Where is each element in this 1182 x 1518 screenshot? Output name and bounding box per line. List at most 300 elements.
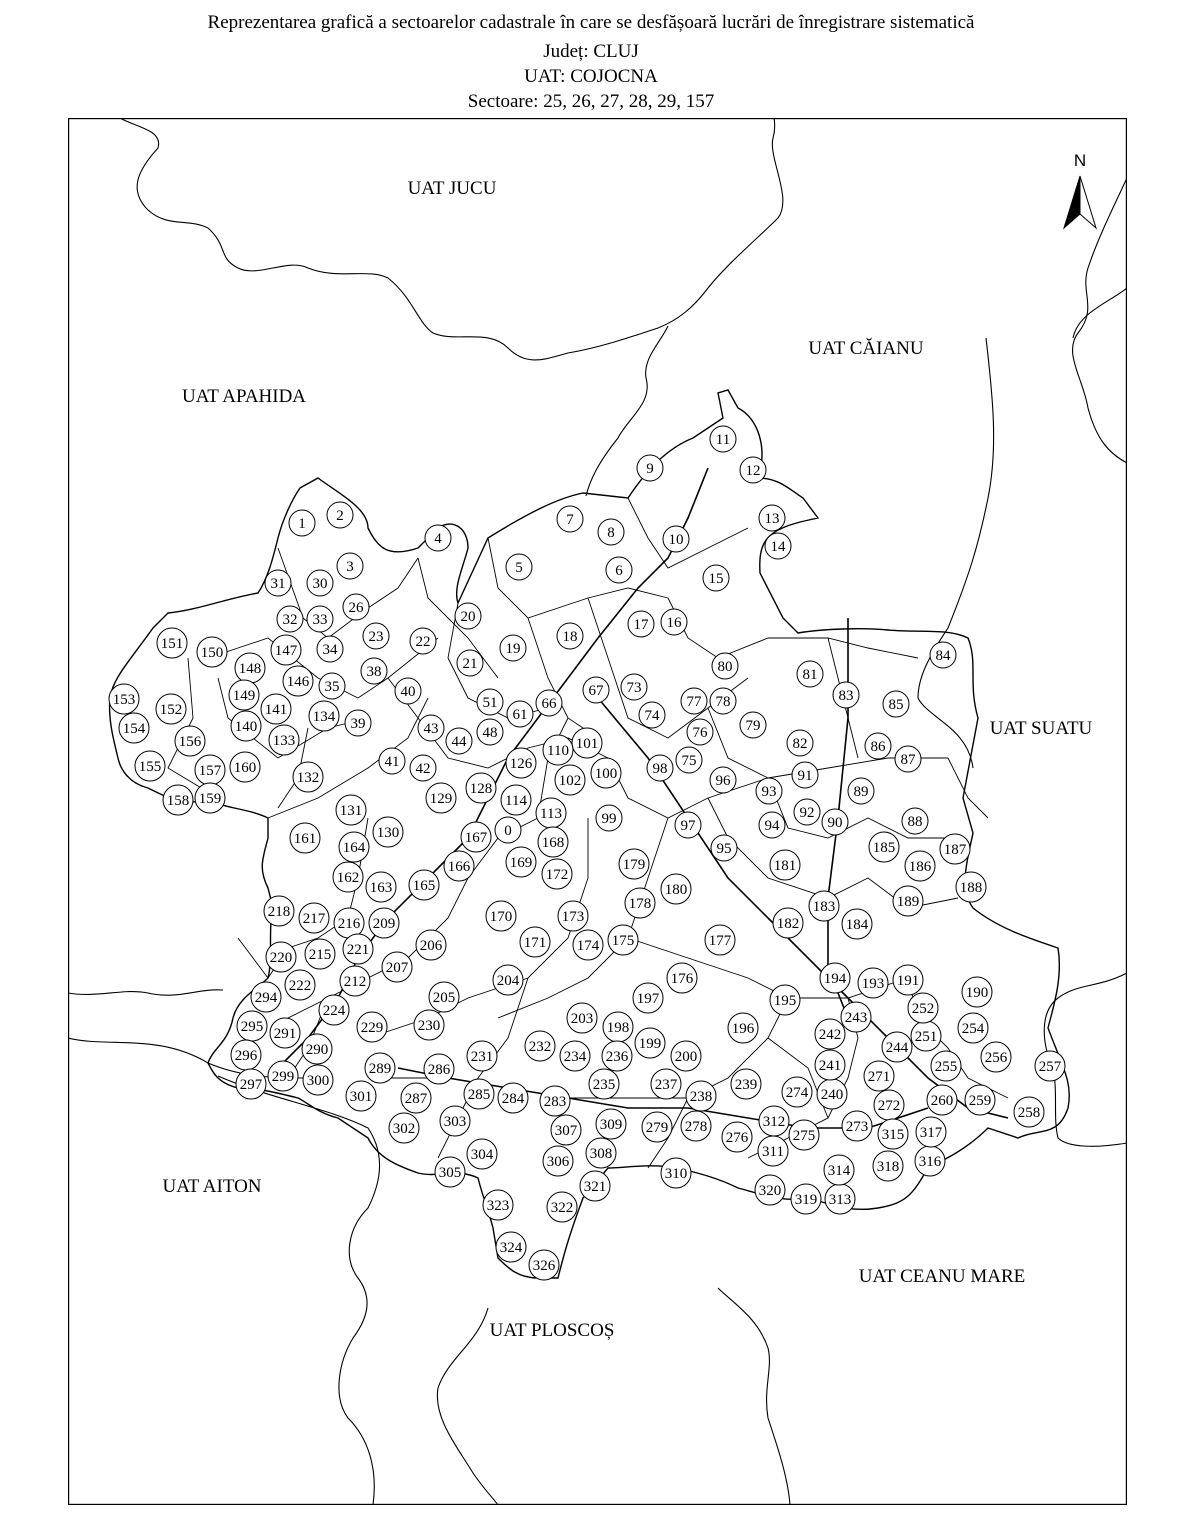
sector-marker[interactable] xyxy=(633,983,663,1013)
sector-marker[interactable] xyxy=(663,526,689,552)
sector-marker[interactable] xyxy=(962,977,992,1007)
sector-marker[interactable] xyxy=(874,1090,904,1120)
sector-number: 78 xyxy=(715,694,731,710)
sector-marker[interactable] xyxy=(369,908,399,938)
sector-marker[interactable] xyxy=(429,982,459,1012)
sector-number: 220 xyxy=(269,950,293,966)
sector-marker[interactable] xyxy=(483,1190,513,1220)
sector-marker[interactable] xyxy=(540,1086,570,1116)
sector-marker[interactable] xyxy=(551,1115,581,1145)
sector-marker[interactable] xyxy=(543,735,573,765)
sector-marker[interactable] xyxy=(710,688,736,714)
sector-marker[interactable] xyxy=(236,1069,266,1099)
sector-marker[interactable] xyxy=(229,680,259,710)
sector-marker[interactable] xyxy=(621,674,647,700)
sector-number: 230 xyxy=(417,1018,441,1034)
sector-marker[interactable] xyxy=(283,666,313,696)
sector-marker[interactable] xyxy=(389,1113,419,1143)
sector-marker[interactable] xyxy=(628,611,654,637)
sector-marker[interactable] xyxy=(1014,1097,1044,1127)
sector-marker[interactable] xyxy=(305,939,335,969)
sector-marker[interactable] xyxy=(927,1085,957,1115)
label-uat-apahida: UAT APAHIDA xyxy=(181,386,307,407)
sector-marker[interactable] xyxy=(782,1077,812,1107)
sector-number: 234 xyxy=(563,1049,587,1065)
sector-marker[interactable] xyxy=(235,653,265,683)
label-uat-jucu: UAT JUCU xyxy=(407,178,497,199)
sector-marker[interactable] xyxy=(486,901,516,931)
sector-marker[interactable] xyxy=(319,995,349,1025)
sector-marker[interactable] xyxy=(681,1111,711,1141)
sector-marker[interactable] xyxy=(787,730,813,756)
sector-marker[interactable] xyxy=(506,748,536,778)
sector-marker[interactable] xyxy=(336,795,366,825)
sector-number: 180 xyxy=(664,882,688,898)
sector-marker[interactable] xyxy=(675,812,701,838)
sector-number: 147 xyxy=(274,643,298,659)
sector-marker[interactable] xyxy=(333,862,363,892)
sector-marker[interactable] xyxy=(416,930,446,960)
sector-marker[interactable] xyxy=(759,505,785,531)
sector-marker[interactable] xyxy=(686,1081,716,1111)
sector-number: 77 xyxy=(686,694,702,710)
sector-marker[interactable] xyxy=(345,710,371,736)
sector-number: 188 xyxy=(959,880,983,896)
sector-marker[interactable] xyxy=(538,827,568,857)
sector-number: 79 xyxy=(745,718,761,734)
sector-marker[interactable] xyxy=(266,942,296,972)
sector-marker[interactable] xyxy=(661,609,687,635)
sector-marker[interactable] xyxy=(467,1041,497,1071)
sector-marker[interactable] xyxy=(911,1021,941,1051)
sector-marker[interactable] xyxy=(261,694,291,724)
sector-marker[interactable] xyxy=(373,817,403,847)
sector-number: 215 xyxy=(308,947,332,963)
sector-number: 323 xyxy=(486,1198,510,1214)
sector-marker[interactable] xyxy=(319,673,345,699)
sector-marker[interactable] xyxy=(908,993,938,1023)
sector-marker[interactable] xyxy=(498,1083,528,1113)
sector-marker[interactable] xyxy=(543,1146,573,1176)
sector-marker[interactable] xyxy=(755,1175,785,1205)
sector-number: 173 xyxy=(561,909,585,925)
sector-marker[interactable] xyxy=(466,773,496,803)
sector-marker[interactable] xyxy=(197,637,227,667)
sector-marker[interactable] xyxy=(841,1002,871,1032)
sector-marker[interactable] xyxy=(676,747,702,773)
sector-marker[interactable] xyxy=(270,1018,300,1048)
sector-marker[interactable] xyxy=(302,1034,332,1064)
sector-marker[interactable] xyxy=(536,690,562,716)
sector-marker[interactable] xyxy=(119,713,149,743)
sector-marker[interactable] xyxy=(848,778,874,804)
sector-marker[interactable] xyxy=(712,653,738,679)
sector-marker[interactable] xyxy=(340,966,370,996)
sector-marker[interactable] xyxy=(327,502,353,528)
sector-marker[interactable] xyxy=(794,799,820,825)
sector-marker[interactable] xyxy=(464,1079,494,1109)
sector-marker[interactable] xyxy=(583,677,609,703)
sector-marker[interactable] xyxy=(603,1012,633,1042)
sector-marker[interactable] xyxy=(809,891,839,921)
sector-marker[interactable] xyxy=(343,594,369,620)
sector-marker[interactable] xyxy=(591,758,621,788)
sector-marker[interactable] xyxy=(789,1120,819,1150)
sector-number: 1 xyxy=(298,516,306,532)
sector-marker[interactable] xyxy=(506,847,536,877)
sector-marker[interactable] xyxy=(426,783,456,813)
sector-marker[interactable] xyxy=(797,661,823,687)
sector-marker[interactable] xyxy=(958,1013,988,1043)
sector-number: 91 xyxy=(797,768,813,784)
sector-marker[interactable] xyxy=(711,835,737,861)
sector-marker[interactable] xyxy=(425,525,451,551)
sector-marker[interactable] xyxy=(792,762,818,788)
sector-number: 272 xyxy=(877,1098,901,1114)
sector-marker[interactable] xyxy=(822,809,848,835)
sector-marker[interactable] xyxy=(401,1083,431,1113)
sector-marker[interactable] xyxy=(905,851,935,881)
sector-marker[interactable] xyxy=(109,684,139,714)
sector-number: 23 xyxy=(368,629,384,645)
sector-marker[interactable] xyxy=(495,817,521,843)
sector-marker[interactable] xyxy=(573,930,603,960)
sector-marker[interactable] xyxy=(265,570,291,596)
sector-number: 315 xyxy=(881,1127,905,1143)
sector-marker[interactable] xyxy=(882,1032,912,1062)
sector-marker[interactable] xyxy=(759,812,785,838)
sector-number: 48 xyxy=(482,725,498,741)
sector-number: 83 xyxy=(838,688,854,704)
sector-marker[interactable] xyxy=(346,1081,376,1111)
sector-marker[interactable] xyxy=(770,985,800,1015)
sector-marker[interactable] xyxy=(647,755,673,781)
sector-number: 22 xyxy=(415,634,431,650)
sector-number: 171 xyxy=(523,935,547,951)
sector-marker[interactable] xyxy=(596,1109,626,1139)
sector-marker[interactable] xyxy=(334,908,364,938)
sector-marker[interactable] xyxy=(893,965,923,995)
sector-marker[interactable] xyxy=(285,970,315,1000)
sector-number: 324 xyxy=(499,1240,523,1256)
sector-marker[interactable] xyxy=(135,751,165,781)
sector-marker[interactable] xyxy=(363,623,389,649)
sector-number: 306 xyxy=(546,1154,570,1170)
sector-marker[interactable] xyxy=(493,965,523,995)
sector-marker[interactable] xyxy=(773,908,803,938)
sector-number: 169 xyxy=(509,855,533,871)
sector-number: 241 xyxy=(818,1058,842,1074)
sector-marker[interactable] xyxy=(435,1157,465,1187)
sector-marker[interactable] xyxy=(536,798,566,828)
sector-marker[interactable] xyxy=(758,1136,788,1166)
sector-marker[interactable] xyxy=(175,726,205,756)
sector-marker[interactable] xyxy=(231,1040,261,1070)
sector-marker[interactable] xyxy=(542,859,572,889)
sector-marker[interactable] xyxy=(268,1061,298,1091)
sector-number: 96 xyxy=(715,773,731,789)
sector-marker[interactable] xyxy=(382,952,412,982)
sector-marker[interactable] xyxy=(424,1054,454,1084)
sector-number: 160 xyxy=(233,760,257,776)
sector-marker[interactable] xyxy=(864,1061,894,1091)
sector-marker[interactable] xyxy=(525,1031,555,1061)
sector-marker[interactable] xyxy=(395,678,421,704)
sector-marker[interactable] xyxy=(580,1171,610,1201)
sector-marker[interactable] xyxy=(625,888,655,918)
sector-number: 30 xyxy=(312,576,328,592)
sector-number: 304 xyxy=(470,1147,494,1163)
sector-marker[interactable] xyxy=(930,642,956,668)
sector-marker[interactable] xyxy=(661,874,691,904)
sector-number: 283 xyxy=(543,1094,567,1110)
sector-marker[interactable] xyxy=(467,1139,497,1169)
sector-number: 51 xyxy=(482,695,498,711)
sector-marker[interactable] xyxy=(163,785,193,815)
sector-marker[interactable] xyxy=(440,1106,470,1136)
sector-marker[interactable] xyxy=(477,719,503,745)
sector-marker[interactable] xyxy=(303,1065,333,1095)
sector-number: 149 xyxy=(232,688,256,704)
sector-marker[interactable] xyxy=(740,712,766,738)
sector-marker[interactable] xyxy=(289,510,315,536)
sector-marker[interactable] xyxy=(230,752,260,782)
sector-marker[interactable] xyxy=(619,849,649,879)
sector-marker[interactable] xyxy=(410,755,436,781)
sector-marker[interactable] xyxy=(883,691,909,717)
sector-marker[interactable] xyxy=(642,1112,672,1142)
sector-marker[interactable] xyxy=(833,682,859,708)
sector-marker[interactable] xyxy=(307,570,333,596)
sector-marker[interactable] xyxy=(506,554,532,580)
sector-number: 66 xyxy=(541,696,557,712)
sector-marker[interactable] xyxy=(606,557,632,583)
sector-number: 254 xyxy=(961,1021,985,1037)
sector-marker[interactable] xyxy=(547,1192,577,1222)
sector-marker[interactable] xyxy=(589,1069,619,1099)
sector-marker[interactable] xyxy=(231,711,261,741)
sector-marker[interactable] xyxy=(264,896,294,926)
sector-marker[interactable] xyxy=(865,733,891,759)
sector-marker[interactable] xyxy=(965,1085,995,1115)
sector-marker[interactable] xyxy=(237,1011,267,1041)
sector-marker[interactable] xyxy=(895,746,921,772)
sector-marker[interactable] xyxy=(365,1053,395,1083)
sector-marker[interactable] xyxy=(251,982,281,1012)
sector-number: 31 xyxy=(270,576,286,592)
sector-number: 287 xyxy=(404,1091,428,1107)
cadastral-map[interactable] xyxy=(68,118,1127,1505)
sector-marker[interactable] xyxy=(361,658,387,684)
sector-marker[interactable] xyxy=(858,968,888,998)
sector-number: 318 xyxy=(876,1159,900,1175)
sector-marker[interactable] xyxy=(195,755,225,785)
sector-number: 297 xyxy=(239,1077,263,1093)
sector-marker[interactable] xyxy=(501,785,531,815)
sector-number: 179 xyxy=(622,857,646,873)
sector-marker[interactable] xyxy=(667,963,697,993)
sector-number: 92 xyxy=(799,805,815,821)
sector-marker[interactable] xyxy=(598,519,624,545)
sector-marker[interactable] xyxy=(317,636,343,662)
sector-marker[interactable] xyxy=(687,719,713,745)
sector-marker[interactable] xyxy=(759,1106,789,1136)
sector-number: 170 xyxy=(489,909,513,925)
sector-marker[interactable] xyxy=(157,628,187,658)
sector-marker[interactable] xyxy=(825,1184,855,1214)
sector-marker[interactable] xyxy=(1035,1051,1065,1081)
sector-marker[interactable] xyxy=(915,1146,945,1176)
sector-marker[interactable] xyxy=(791,1184,821,1214)
sector-marker[interactable] xyxy=(728,1013,758,1043)
sector-number: 301 xyxy=(349,1089,373,1105)
sector-marker[interactable] xyxy=(560,1041,590,1071)
sector-number: 141 xyxy=(264,702,288,718)
sector-marker[interactable] xyxy=(337,553,363,579)
sector-marker[interactable] xyxy=(572,728,602,758)
sector-marker[interactable] xyxy=(756,778,782,804)
sector-marker[interactable] xyxy=(602,1041,632,1071)
sector-marker[interactable] xyxy=(661,1158,691,1188)
sector-number: 11 xyxy=(715,432,731,448)
sector-marker[interactable] xyxy=(461,822,491,852)
sector-number: 131 xyxy=(339,803,363,819)
sector-marker[interactable] xyxy=(195,783,225,813)
sector-number: 40 xyxy=(400,684,416,700)
sector-marker[interactable] xyxy=(981,1042,1011,1072)
sector-marker[interactable] xyxy=(596,805,622,831)
sector-marker[interactable] xyxy=(705,925,735,955)
sector-number: 114 xyxy=(505,793,527,809)
sector-marker[interactable] xyxy=(637,455,663,481)
sector-marker[interactable] xyxy=(366,872,396,902)
sector-number: 0 xyxy=(504,823,512,839)
sector-marker[interactable] xyxy=(722,1122,752,1152)
sector-marker[interactable] xyxy=(842,1111,872,1141)
sector-marker[interactable] xyxy=(557,506,583,532)
sector-marker[interactable] xyxy=(446,728,472,754)
sector-marker[interactable] xyxy=(671,1041,701,1071)
sector-number: 193 xyxy=(861,976,885,992)
label-uat-suatu: UAT SUATU xyxy=(989,718,1093,739)
sector-marker[interactable] xyxy=(731,1069,761,1099)
sector-marker[interactable] xyxy=(765,533,791,559)
sector-marker[interactable] xyxy=(869,832,899,862)
sector-marker[interactable] xyxy=(339,832,369,862)
sector-marker[interactable] xyxy=(343,934,373,964)
sector-marker[interactable] xyxy=(639,702,665,728)
sector-marker[interactable] xyxy=(902,808,928,834)
sector-marker[interactable] xyxy=(681,688,707,714)
sector-marker[interactable] xyxy=(820,963,850,993)
sector-marker[interactable] xyxy=(293,762,323,792)
sector-marker[interactable] xyxy=(455,603,481,629)
sector-marker[interactable] xyxy=(893,886,923,916)
sector-number: 34 xyxy=(322,642,338,658)
sector-marker[interactable] xyxy=(290,823,320,853)
sector-number: 76 xyxy=(692,725,708,741)
sector-marker[interactable] xyxy=(710,767,736,793)
sector-marker[interactable] xyxy=(477,689,503,715)
sector-number: 3 xyxy=(346,559,354,575)
sector-number: 43 xyxy=(423,721,439,737)
sector-marker[interactable] xyxy=(558,901,588,931)
sector-marker[interactable] xyxy=(586,1138,616,1168)
sector-number: 319 xyxy=(794,1192,818,1208)
sector-marker[interactable] xyxy=(496,1232,526,1262)
sector-marker[interactable] xyxy=(418,715,444,741)
sector-marker[interactable] xyxy=(703,565,729,591)
sector-number: 191 xyxy=(896,973,920,989)
sector-number: 313 xyxy=(828,1192,852,1208)
sector-marker[interactable] xyxy=(815,1050,845,1080)
sector-marker[interactable] xyxy=(770,850,800,880)
sector-marker[interactable] xyxy=(740,457,766,483)
sector-marker[interactable] xyxy=(529,1250,559,1280)
sector-marker[interactable] xyxy=(635,1028,665,1058)
sector-marker[interactable] xyxy=(916,1117,946,1147)
sector-marker[interactable] xyxy=(156,694,186,724)
sector-marker[interactable] xyxy=(444,851,474,881)
sector-number: 238 xyxy=(689,1089,713,1105)
sector-marker[interactable] xyxy=(555,765,585,795)
sector-marker[interactable] xyxy=(409,870,439,900)
sector-number: 19 xyxy=(505,641,521,657)
sector-marker[interactable] xyxy=(307,606,333,632)
sector-marker[interactable] xyxy=(269,725,299,755)
sector-marker[interactable] xyxy=(271,635,301,665)
sector-marker[interactable] xyxy=(842,909,872,939)
sector-marker[interactable] xyxy=(500,635,526,661)
sector-marker[interactable] xyxy=(940,834,970,864)
sector-marker[interactable] xyxy=(873,1151,903,1181)
sector-marker[interactable] xyxy=(815,1019,845,1049)
sector-marker[interactable] xyxy=(956,872,986,902)
sector-marker[interactable] xyxy=(651,1069,681,1099)
sector-marker[interactable] xyxy=(507,701,533,727)
sector-marker[interactable] xyxy=(277,606,303,632)
sector-number: 87 xyxy=(900,752,916,768)
sector-marker[interactable] xyxy=(878,1119,908,1149)
sector-number: 240 xyxy=(820,1087,844,1103)
sector-marker[interactable] xyxy=(520,927,550,957)
sector-marker[interactable] xyxy=(567,1003,597,1033)
sector-marker[interactable] xyxy=(410,628,436,654)
sector-number: 299 xyxy=(271,1069,295,1085)
sector-marker[interactable] xyxy=(357,1012,387,1042)
sector-number: 232 xyxy=(528,1039,552,1055)
sector-number: 271 xyxy=(867,1069,891,1085)
sector-number: 17 xyxy=(633,617,649,633)
sector-marker[interactable] xyxy=(931,1051,961,1081)
sector-marker[interactable] xyxy=(824,1155,854,1185)
sector-marker[interactable] xyxy=(817,1079,847,1109)
sector-marker[interactable] xyxy=(414,1010,444,1040)
sector-marker[interactable] xyxy=(608,925,638,955)
sector-number: 255 xyxy=(934,1059,958,1075)
sector-marker[interactable] xyxy=(379,748,405,774)
sector-number: 203 xyxy=(570,1011,594,1027)
sector-marker[interactable] xyxy=(710,426,736,452)
sector-number: 15 xyxy=(708,571,724,587)
sector-marker[interactable] xyxy=(309,701,339,731)
sector-marker[interactable] xyxy=(457,650,483,676)
sector-number: 198 xyxy=(606,1020,630,1036)
sector-number: 33 xyxy=(312,612,328,628)
sector-marker[interactable] xyxy=(299,903,329,933)
sector-marker[interactable] xyxy=(557,623,583,649)
sector-number: 312 xyxy=(762,1114,786,1130)
